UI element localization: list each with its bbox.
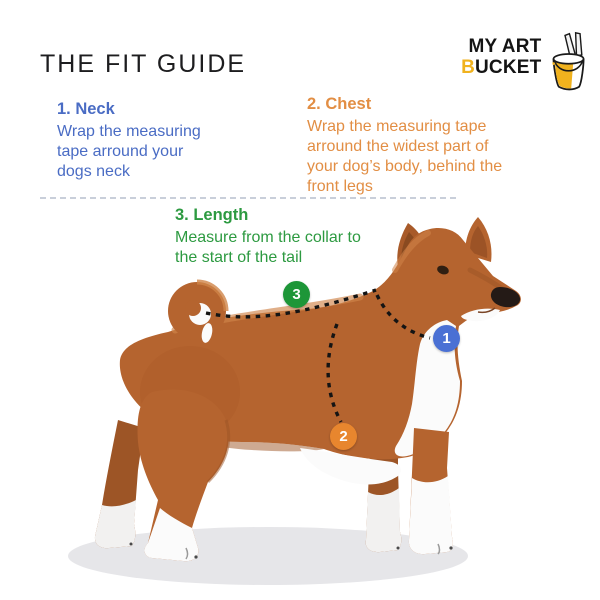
step-chest-body: Wrap the measuring tape arround the widest part of your dog’s body, behind the front legs [307, 118, 503, 195]
step-chest-heading: 2. Chest [307, 95, 372, 113]
logo-word-my: MY [468, 36, 498, 57]
step-length-body: Measure from the collar to the start of the tail [175, 229, 361, 266]
page-title: THE FIT GUIDE [40, 50, 247, 78]
step-neck-body: Wrap the measuring tape arround your dogs neck [57, 123, 201, 180]
step-length-heading: 3. Length [175, 206, 249, 224]
logo-word-art: ART [501, 36, 542, 57]
marker-chest: 2 [330, 423, 357, 450]
marker-neck: 1 [433, 325, 460, 352]
marker-length: 3 [283, 281, 310, 308]
logo-word-ucket: UCKET [475, 57, 542, 78]
step-neck-heading: 1. Neck [57, 100, 115, 118]
logo-letter-b: B [461, 57, 475, 78]
